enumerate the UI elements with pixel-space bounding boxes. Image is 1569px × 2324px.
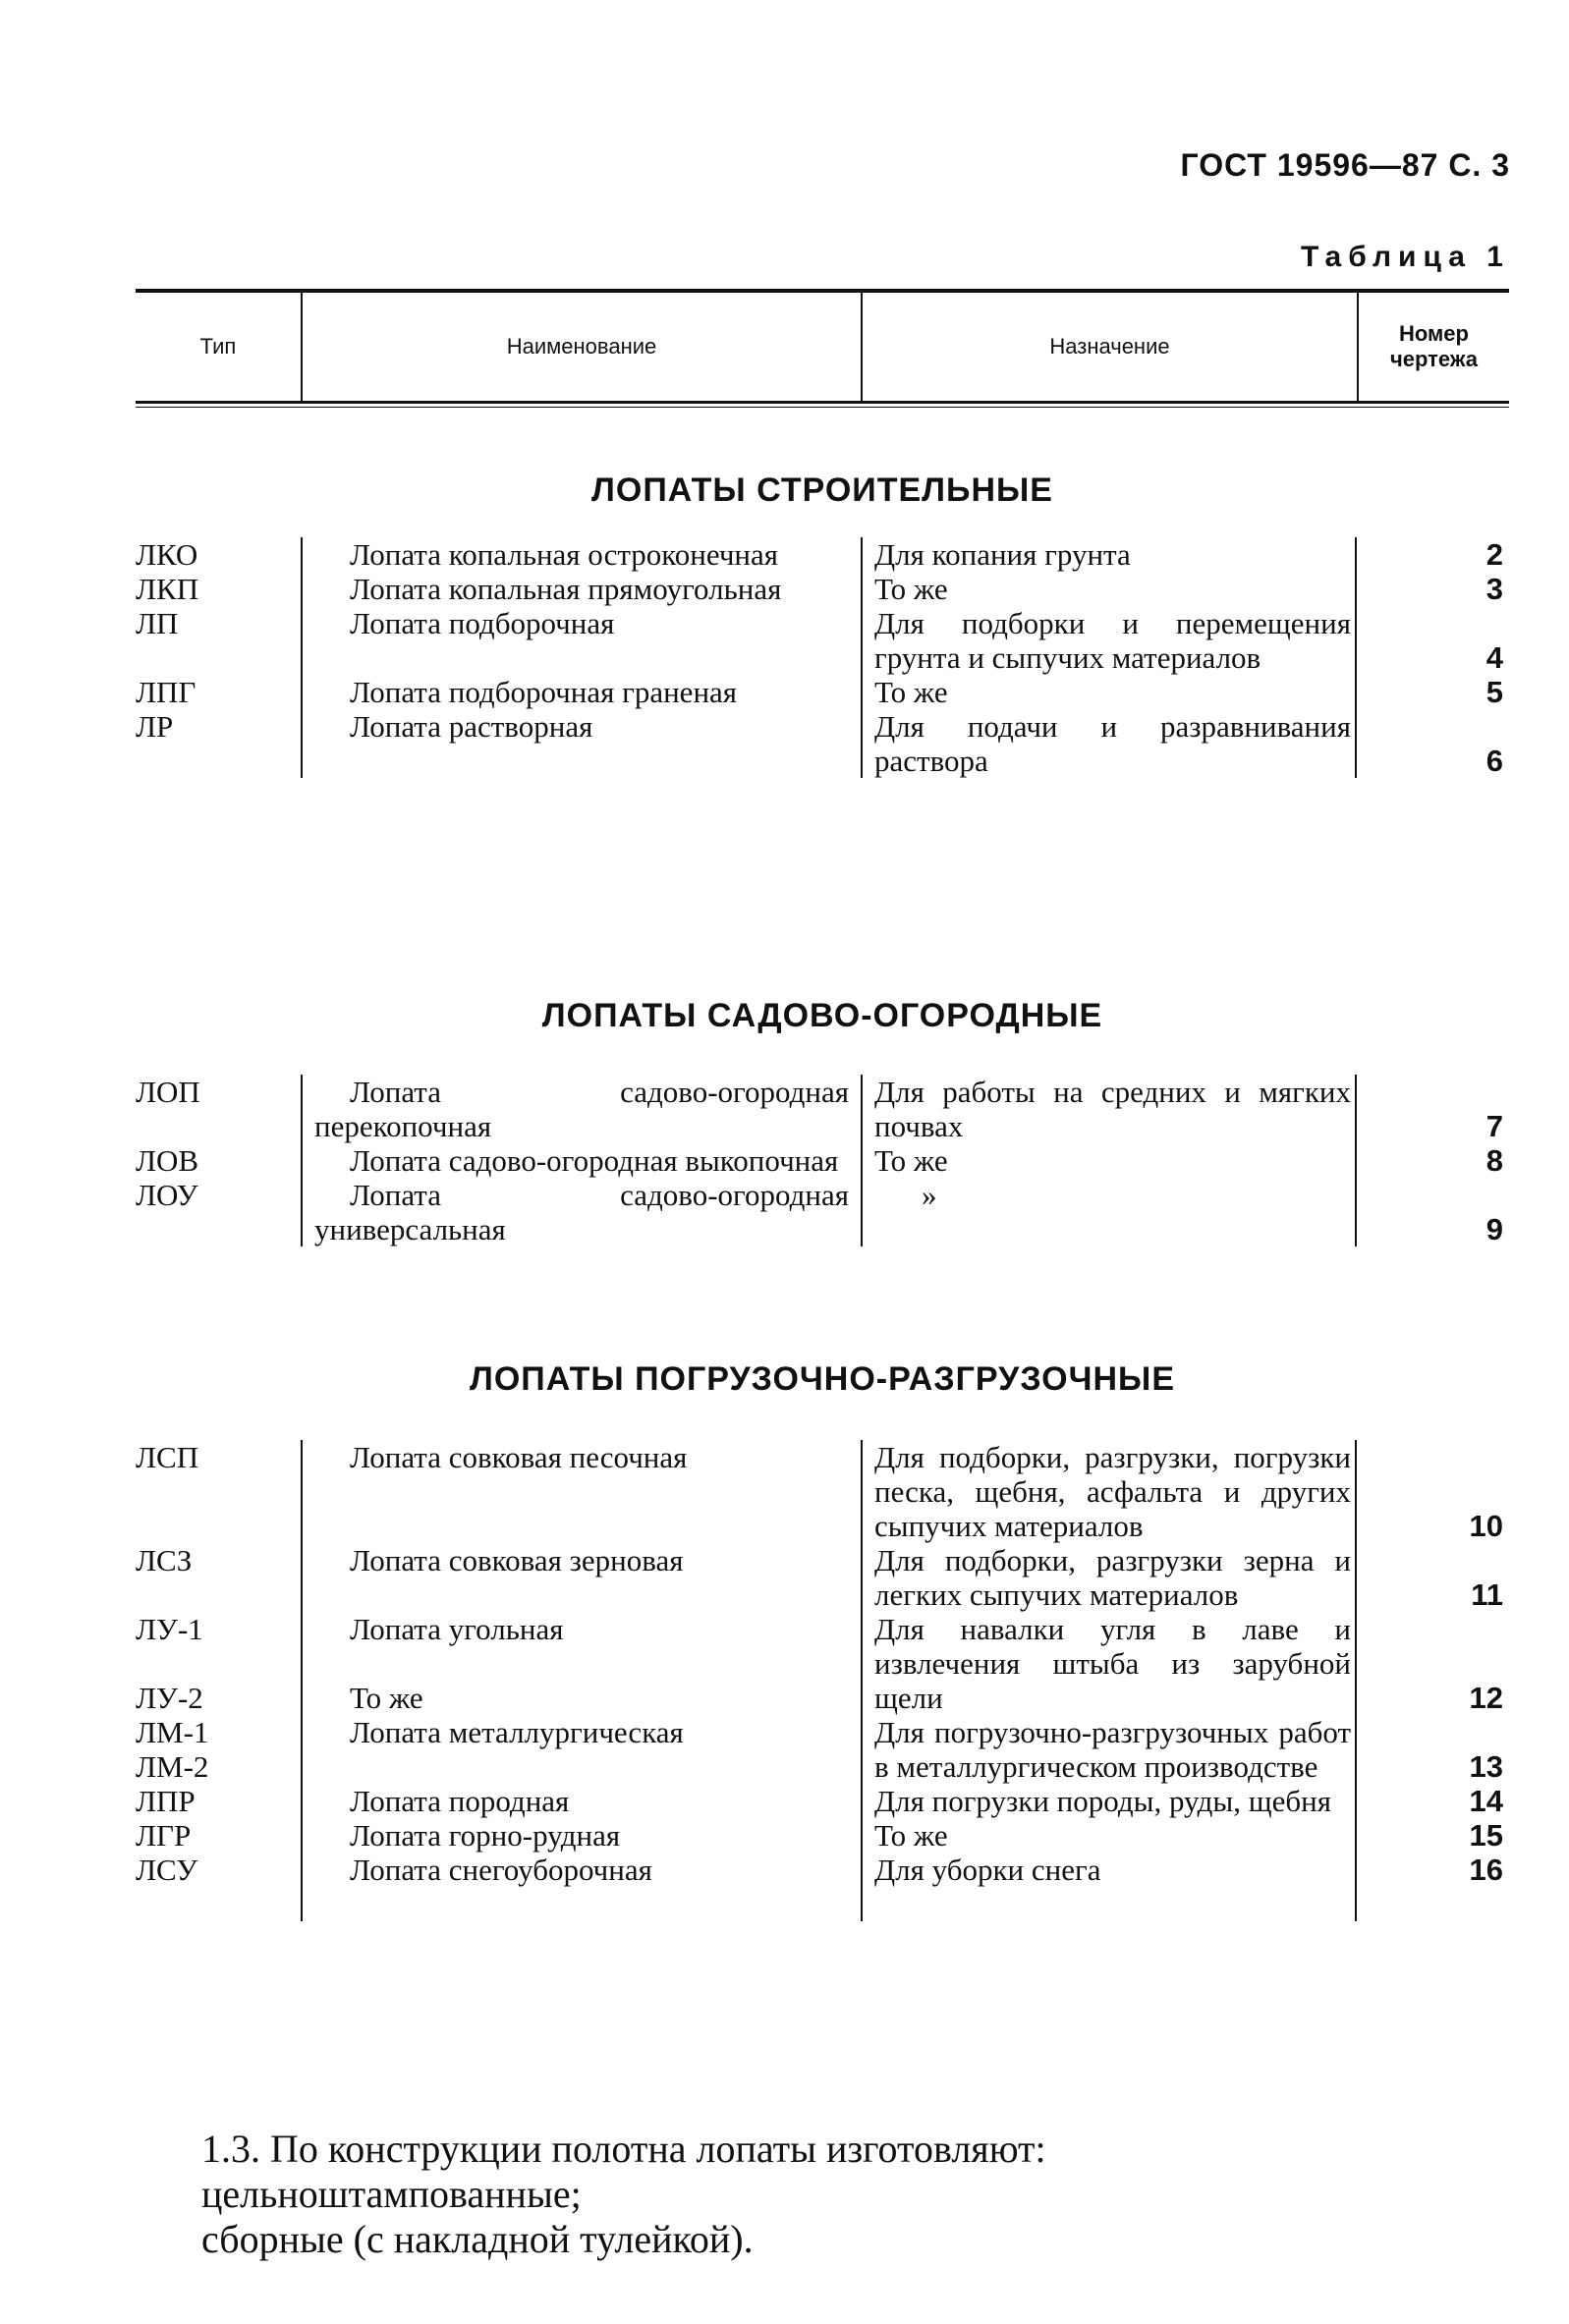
row-drawing-number: 2 (1485, 537, 1503, 572)
row-name: Лопата совковая песочная (301, 1440, 861, 1543)
row-type: ЛПГ (136, 675, 196, 709)
row-purpose: » (861, 1178, 1357, 1246)
table-row (136, 709, 1509, 778)
table-header-row (136, 293, 1509, 401)
row-drawing-number: 15 (1469, 1818, 1503, 1853)
row-purpose: Для подборки и перемещения грунта и сыпучих материалов (861, 606, 1357, 675)
section-rows (136, 1075, 1509, 1246)
table-row (136, 1853, 1509, 1921)
row-purpose: Для навалки угля в лаве и извлечения штыба из зарубной щели (861, 1612, 1357, 1715)
row-purpose: Для подборки, разгрузки, погрузки песка, щебня, асфальта и других сыпучих материалов (861, 1440, 1357, 1543)
row-purpose: Для погрузочно-разгрузочных работ в металлургическом производстве (861, 1715, 1357, 1784)
section-loading (136, 1360, 1509, 1921)
row-purpose: То же (861, 572, 1357, 606)
table-header-rule (136, 401, 1509, 404)
row-purpose: Для подборки, разгрузки зерна и легких сыпучих материалов (861, 1543, 1357, 1612)
table-row (136, 1178, 1509, 1246)
table-row (136, 1440, 1509, 1543)
table-row (136, 1784, 1509, 1818)
row-name: Лопата горно-рудная (301, 1818, 861, 1853)
row-name: Лопата копальная прямоугольная (301, 572, 861, 606)
section-title: ЛОПАТЫ САДОВО-ОГОРОДНЫЕ (541, 997, 1103, 1034)
table-label: Таблица 1 (1300, 241, 1510, 273)
clause-line: 1.3. По конструкции полотна лопаты изготовляют: (201, 2127, 1046, 2171)
section-construction (136, 471, 1509, 778)
row-type: ЛСУ (136, 1853, 198, 1887)
row-drawing-number: 4 (1485, 640, 1503, 675)
table-row (136, 606, 1509, 675)
table-row (136, 1075, 1509, 1143)
row-drawing-number: 13 (1469, 1749, 1503, 1784)
row-purpose: Для уборки снега (861, 1853, 1357, 1921)
row-type: ЛКО (136, 537, 198, 572)
column-header-purpose: Назначение (861, 293, 1357, 401)
row-name: Лопата подборочная (301, 606, 861, 675)
row-type: ЛПР (136, 1784, 196, 1818)
table-row (136, 1543, 1509, 1612)
row-name: Лопата совковая зерновая (301, 1543, 861, 1612)
shovel-types-table (136, 289, 1509, 408)
row-purpose: Для погрузки породы, руды, щебня (861, 1784, 1357, 1818)
table-header-rule-thin (136, 407, 1509, 408)
row-purpose: Для работы на средних и мягких почвах (861, 1075, 1357, 1143)
column-header-name: Наименование (301, 293, 861, 401)
row-type: ЛОВ (136, 1143, 199, 1178)
row-name: Лопата металлургическая (301, 1715, 861, 1784)
table-row (136, 572, 1509, 606)
row-drawing-number: 9 (1485, 1212, 1503, 1246)
row-type: ЛМ-1 ЛМ-2 (136, 1715, 209, 1784)
row-type: ЛОУ (136, 1178, 198, 1212)
row-name: Лопата садово-огородная универсальная (301, 1178, 861, 1246)
row-type: ЛП (136, 606, 179, 640)
clause-line: цельноштампованные; (201, 2172, 582, 2216)
row-name: Лопата породная (301, 1784, 861, 1818)
row-drawing-number: 11 (1471, 1577, 1503, 1612)
table-row (136, 1612, 1509, 1715)
row-purpose: То же (861, 1143, 1357, 1178)
table-row (136, 537, 1509, 572)
row-purpose: То же (861, 1818, 1357, 1853)
column-header-type: Тип (199, 334, 237, 359)
table-row (136, 1143, 1509, 1178)
table-row (136, 675, 1509, 709)
section-title: ЛОПАТЫ СТРОИТЕЛЬНЫЕ (591, 471, 1053, 509)
row-type: ЛГР (136, 1818, 192, 1853)
row-purpose: Для копания грунта (861, 537, 1357, 572)
row-drawing-number: 3 (1485, 572, 1503, 606)
section-rows (136, 537, 1509, 778)
row-type: ЛР (136, 709, 174, 744)
row-type: ЛУ-1 ЛУ-2 (136, 1612, 203, 1715)
clause-line: сборные (с накладной тулейкой). (201, 2217, 754, 2261)
table-row (136, 1818, 1509, 1853)
row-name: Лопата копальная остроконечная (301, 537, 861, 572)
row-type: ЛКП (136, 572, 199, 606)
section-rows (136, 1440, 1509, 1921)
row-drawing-number: 7 (1485, 1109, 1503, 1143)
row-type: ЛОП (136, 1075, 200, 1109)
row-type: ЛСП (136, 1440, 199, 1474)
row-drawing-number: 12 (1469, 1681, 1503, 1715)
row-drawing-number: 6 (1485, 744, 1503, 778)
row-drawing-number: 14 (1469, 1784, 1503, 1818)
row-name: Лопата снегоуборочная (301, 1853, 861, 1921)
row-name: Лопата садово-огородная выкопочная (301, 1143, 861, 1178)
section-title: ЛОПАТЫ ПОГРУЗОЧНО-РАЗГРУЗОЧНЫЕ (469, 1360, 1176, 1398)
clause-1-3 (201, 2127, 1479, 2262)
row-drawing-number: 8 (1485, 1143, 1503, 1178)
section-garden (136, 997, 1509, 1246)
row-name: Лопата растворная (301, 709, 861, 778)
row-name: Лопата подборочная граненая (301, 675, 861, 709)
row-drawing-number: 10 (1469, 1509, 1503, 1543)
row-drawing-number: 5 (1485, 675, 1503, 709)
row-purpose: То же (861, 675, 1357, 709)
row-type: ЛСЗ (136, 1543, 193, 1577)
column-header-drawing: Номер чертежа (1357, 293, 1509, 401)
row-purpose: Для подачи и разравнивания раствора (861, 709, 1357, 778)
row-name: Лопата угольная То же (301, 1612, 861, 1715)
row-drawing-number: 16 (1469, 1853, 1503, 1887)
row-name: Лопата садово-огородная перекопочная (301, 1075, 861, 1143)
document-reference: ГОСТ 19596—87 С. 3 (1180, 147, 1510, 183)
table-row (136, 1715, 1509, 1784)
